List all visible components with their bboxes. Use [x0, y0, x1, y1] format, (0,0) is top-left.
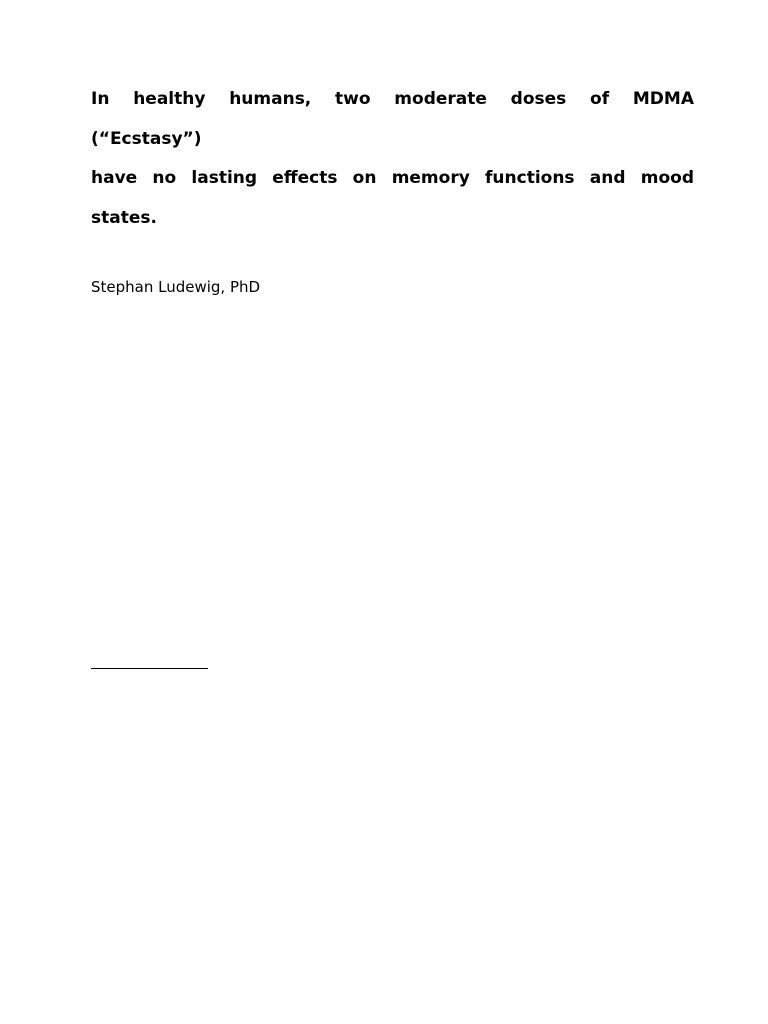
- title-line-3: have no lasting effects on memory functions and mood: [91, 168, 694, 188]
- title-line-2: (“Ecstasy”): [91, 128, 202, 149]
- document-title: [91, 80, 694, 238]
- footnote-separator: [91, 668, 208, 669]
- author-name: Stephan Ludewig, PhD: [91, 278, 261, 296]
- title-line-1: In healthy humans, two moderate doses of MDMA: [91, 89, 694, 109]
- title-line-4: states.: [91, 207, 157, 228]
